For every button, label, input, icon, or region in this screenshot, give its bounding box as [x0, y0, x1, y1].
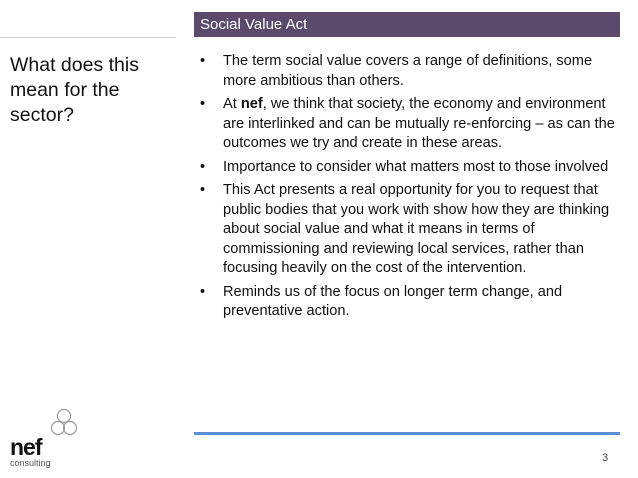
left-divider	[0, 37, 176, 38]
bullet-item	[195, 283, 625, 322]
bullet-item	[195, 181, 625, 279]
section-heading: What does this mean for the sector?	[10, 54, 139, 126]
bullet-list	[195, 52, 625, 326]
nef-logo-icon	[50, 408, 78, 438]
bullet-item	[195, 52, 625, 91]
logo-subtitle: consulting	[10, 458, 51, 468]
bullet-text: Reminds us of the focus on longer term change, and preventative action.	[223, 283, 563, 319]
bullet-text: This Act presents a real opportunity for you to request that public bodies that you work with show how they are thinking about social value and what it means in terms of commissioning and reviewing local services, rather than focusing heavily on the cost of the intervention.	[223, 182, 610, 276]
bullet-text: At	[223, 96, 241, 112]
bullet-glyph: •	[200, 158, 206, 175]
bullet-text: The term social value covers a range of definitions, some more ambitious than others.	[223, 53, 593, 89]
page-number: 3	[602, 452, 609, 464]
bullet-text: , we think that society, the economy and environment are interlinked and can be mutually re-enforcing – as can the outcomes we try and create in these areas.	[223, 96, 615, 151]
bullet-item	[195, 158, 625, 178]
bullet-text: Importance to consider what matters most to those involved	[223, 158, 609, 175]
header-bar	[194, 12, 620, 37]
bullet-glyph: •	[200, 53, 206, 69]
footer-rule	[194, 432, 620, 435]
logo-wordmark: nef	[10, 434, 42, 460]
bullet-glyph: •	[200, 182, 206, 198]
bullet-glyph: •	[200, 96, 206, 112]
bullet-item	[195, 95, 625, 154]
bullet-glyph: •	[200, 283, 206, 300]
bullet-text-bold: nef	[240, 96, 263, 112]
slide-title: Social Value Act	[200, 16, 308, 33]
